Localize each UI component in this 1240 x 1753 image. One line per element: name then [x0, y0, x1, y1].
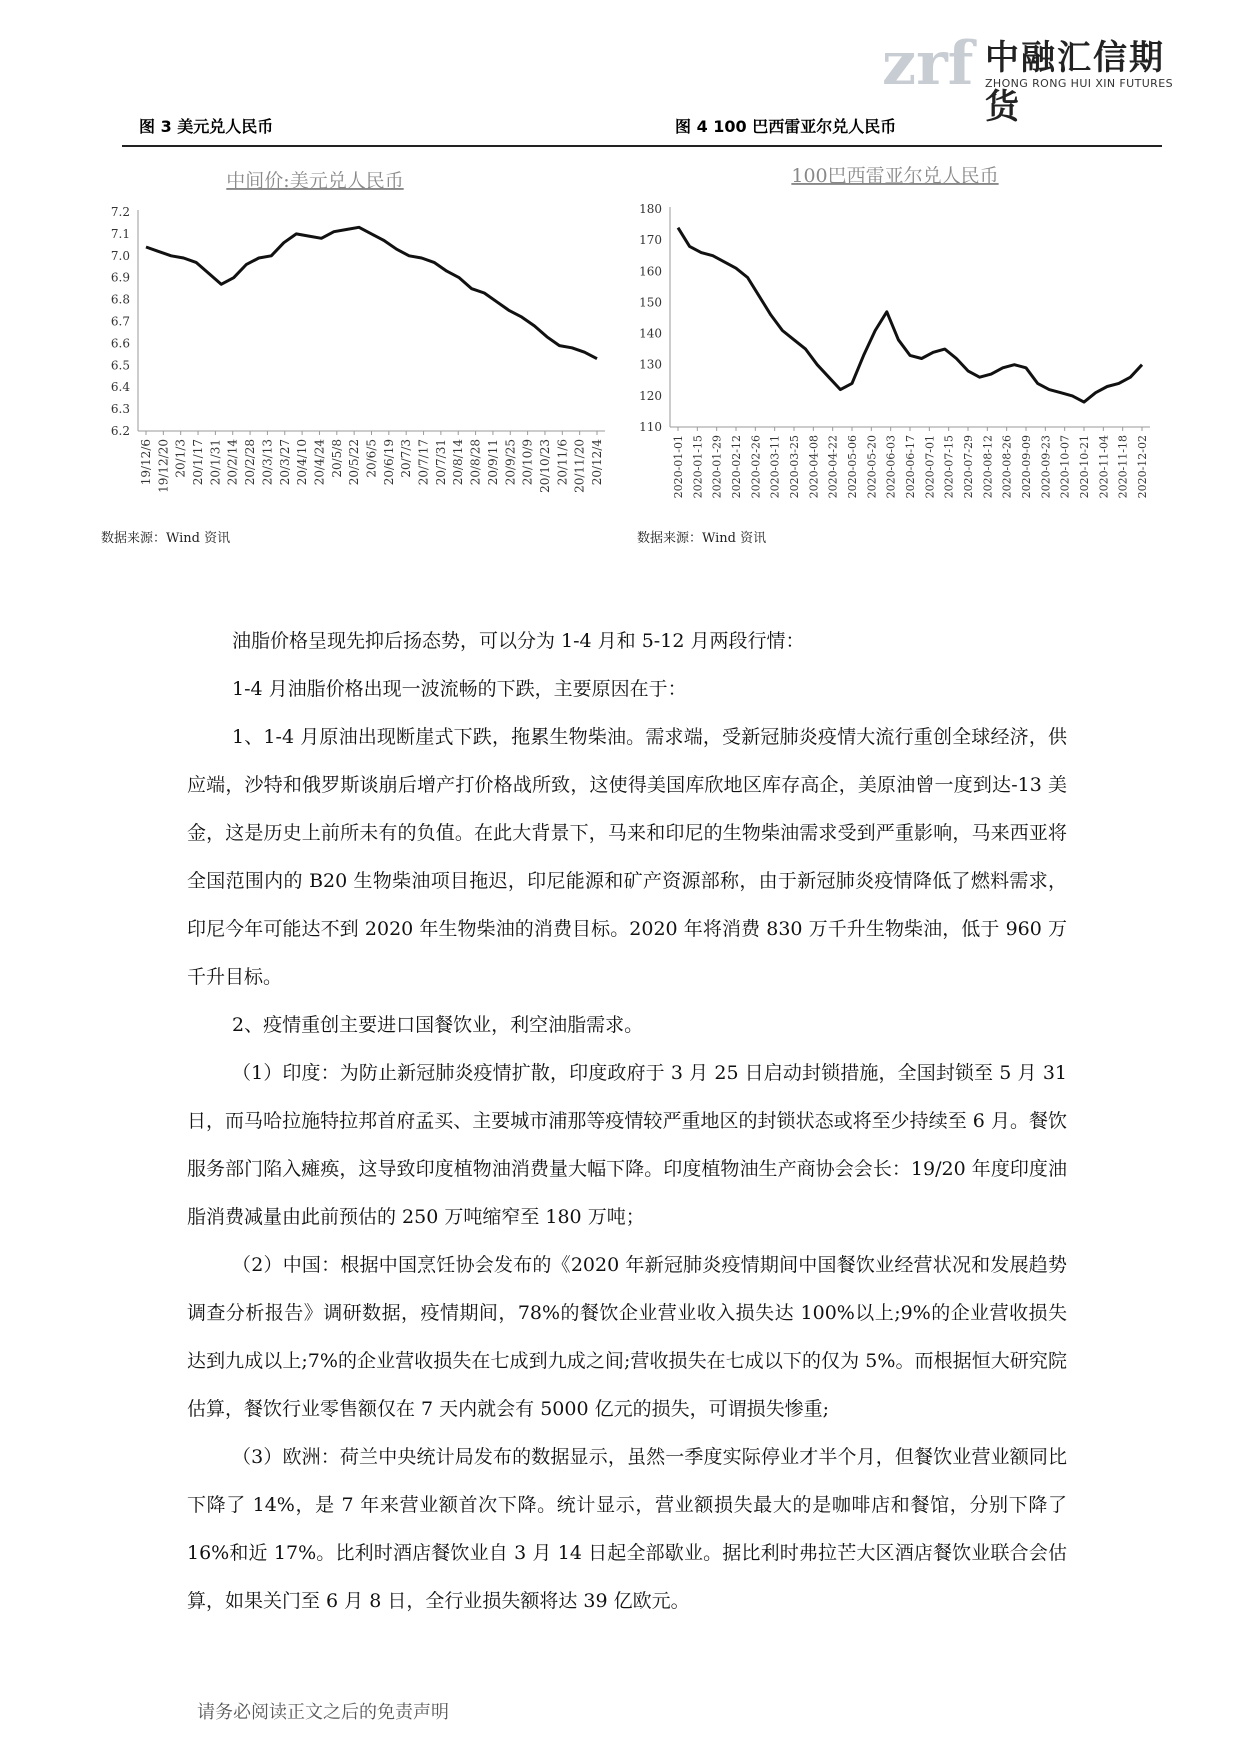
x-tick-label: 2020-10-07	[1058, 435, 1072, 499]
y-tick-label: 160	[639, 264, 662, 279]
x-tick-label: 20/7/3	[399, 439, 414, 478]
x-tick-label: 2020-12-02	[1136, 435, 1149, 499]
y-tick-label: 7.1	[110, 226, 130, 241]
x-tick-label: 2020-11-18	[1116, 434, 1130, 499]
chart-title: 100巴西雷亚尔兑人民币	[791, 165, 999, 187]
paragraph-reason-1: 1、1-4 月原油出现断崖式下跌，拖累生物柴油。需求端，受新冠肺炎疫情大流行重创全球经济，供应端，沙特和俄罗斯谈崩后增产打价格战所致，这使得美国库欣地区库存高企，美原油曾一度到达-13 美金，这是历史上前所未有的负值。在此大背景下，马来和印尼的生物柴油需求受到严重影响，马来西亚将全国范围内的 B20 生物柴油项目拖迟，印尼能源和矿产资源部称，由于新冠肺炎疫情降低了燃料需求，印尼今年可能达不到 2020 年生物柴油的消费目标。2020 年将消费 830 万千升生物柴油，低于 960 万千升目标。	[187, 726, 1067, 988]
x-tick-label: 20/8/14	[451, 439, 466, 486]
x-tick-label: 20/12/4	[590, 439, 604, 486]
x-tick-label: 20/4/24	[312, 439, 327, 486]
x-tick-label: 20/7/17	[416, 439, 431, 486]
x-tick-label: 2020-01-29	[710, 435, 724, 499]
x-tick-label: 2020-08-12	[981, 435, 995, 499]
x-tick-label: 19/12/20	[156, 439, 171, 493]
x-tick-label: 2020-07-29	[962, 435, 975, 499]
x-tick-label: 2020-05-20	[865, 435, 879, 499]
x-tick-label: 20/7/31	[433, 439, 448, 486]
x-tick-label: 20/5/8	[329, 439, 344, 478]
x-tick-label: 20/3/27	[277, 439, 292, 486]
caption-divider	[122, 145, 1162, 147]
y-tick-label: 120	[639, 388, 662, 403]
figure-3-caption: 图 3 美元兑人民币	[139, 117, 274, 136]
x-tick-label: 2020-02-26	[749, 435, 763, 499]
y-tick-label: 6.3	[110, 402, 130, 417]
x-tick-label: 19/12/6	[139, 439, 153, 486]
x-tick-label: 20/11/20	[572, 438, 587, 493]
paragraph-jan-apr: 1-4 月油脂价格出现一波流畅的下跌，主要原因在于：	[232, 678, 687, 700]
y-tick-label: 7.0	[110, 248, 130, 263]
y-tick-label: 6.5	[110, 358, 130, 373]
x-tick-label: 20/3/13	[260, 439, 275, 486]
x-tick-label: 20/2/28	[243, 439, 258, 486]
usd-cny-chart	[100, 160, 610, 515]
figure-4-source: 数据来源：Wind 资讯	[637, 531, 767, 546]
x-tick-label: 20/4/10	[295, 439, 310, 486]
figure-4-caption: 图 4 100 巴西雷亚尔兑人民币	[675, 117, 897, 136]
y-tick-label: 140	[639, 326, 662, 341]
y-tick-label: 170	[639, 233, 662, 248]
x-tick-label: 2020-11-04	[1097, 435, 1111, 499]
x-tick-label: 20/6/5	[364, 439, 379, 478]
y-tick-label: 6.8	[110, 292, 130, 307]
paragraph-intro: 油脂价格呈现先抑后扬态势，可以分为 1-4 月和 5-12 月两段行情：	[232, 630, 805, 652]
x-tick-label: 2020-01-01	[672, 435, 685, 499]
x-tick-label: 2020-03-11	[768, 435, 782, 499]
x-tick-label: 2020-04-22	[826, 435, 840, 499]
x-tick-label: 2020-10-21	[1078, 435, 1091, 499]
paragraph-india: （1）印度：为防止新冠肺炎疫情扩散，印度政府于 3 月 25 日启动封锁措施，全国封锁至 5 月 31 日，而马哈拉施特拉邦首府孟买、主要城市浦那等疫情较严重地区的封锁状态或将至少持续至 6 月。餐饮服务部门陷入瘫痪，这导致印度植物油消费量大幅下降。印度植物油生产商协会会长：19/20 年度印度油脂消费减量由此前预估的 250 万吨缩窄至 180 万吨；	[187, 1062, 1067, 1228]
x-tick-label: 2020-06-17	[904, 435, 917, 499]
y-tick-label: 6.6	[110, 336, 130, 351]
zrf-logo-mark	[880, 26, 980, 96]
disclaimer-footer: 请务必阅读正文之后的免责声明	[197, 1702, 449, 1723]
x-tick-label: 2020-09-23	[1039, 435, 1053, 499]
x-tick-label: 20/11/6	[555, 439, 570, 486]
x-tick-label: 20/1/17	[191, 439, 206, 486]
y-tick-label: 6.9	[110, 270, 130, 285]
y-tick-label: 110	[639, 420, 662, 434]
x-tick-label: 20/9/25	[503, 439, 518, 486]
x-tick-label: 2020-05-06	[846, 435, 859, 499]
x-tick-label: 20/8/28	[468, 439, 483, 486]
y-tick-label: 6.2	[110, 424, 130, 438]
x-tick-label: 2020-02-12	[730, 435, 743, 499]
x-tick-label: 20/10/23	[537, 439, 552, 493]
x-tick-label: 20/10/9	[520, 439, 535, 486]
company-name: 中融汇信期货	[985, 38, 1165, 127]
brl-cny-chart	[630, 160, 1150, 515]
x-tick-label: 20/9/11	[485, 439, 500, 486]
x-tick-label: 2020-07-15	[942, 435, 956, 499]
x-tick-label: 20/1/31	[208, 439, 223, 486]
series-line	[678, 228, 1142, 402]
paragraph-china: （2）中国：根据中国烹饪协会发布的《2020 年新冠肺炎疫情期间中国餐饮业经营状况和发展趋势调查分析报告》调研数据，疫情期间，78%的餐饮企业营业收入损失达 100%以上;9%的企业营收损失达到九成以上;7%的企业营收损失在七成到九成之间;营收损失在七成以下的仅为 5%。而根据恒大研究院估算，餐饮行业零售额仅在 7 天内就会有 5000 亿元的损失，可谓损失惨重;	[187, 1254, 1067, 1420]
x-tick-label: 2020-03-25	[788, 435, 801, 499]
x-tick-label: 2020-01-15	[691, 435, 705, 499]
x-tick-label: 2020-08-26	[1000, 435, 1014, 499]
body-text	[187, 617, 1067, 1625]
y-tick-label: 150	[639, 295, 662, 310]
x-tick-label: 20/5/22	[347, 439, 362, 486]
company-logo	[880, 22, 1180, 127]
y-tick-label: 6.4	[110, 380, 130, 395]
paragraph-reason-2: 2、疫情重创主要进口国餐饮业，利空油脂需求。	[232, 1014, 644, 1036]
y-tick-label: 180	[639, 202, 662, 216]
y-tick-label: 7.2	[110, 205, 130, 219]
series-line	[146, 227, 597, 358]
x-tick-label: 2020-06-03	[884, 435, 898, 499]
x-tick-label: 2020-09-09	[1020, 435, 1033, 499]
company-name-en: ZHONG RONG HUI XIN FUTURES	[985, 77, 1173, 90]
x-tick-label: 20/6/19	[381, 439, 396, 486]
paragraph-europe: （3）欧洲：荷兰中央统计局发布的数据显示，虽然一季度实际停业才半个月，但餐饮业营业额同比下降了 14%，是 7 年来营业额首次下降。统计显示，营业额损失最大的是咖啡店和餐馆，分别下降了 16%和近 17%。比利时酒店餐饮业自 3 月 14 日起全部歇业。据比利时弗拉芒大区酒店餐饮业联合会估算，如果关门至 6 月 8 日，全行业损失额将达 39 亿欧元。	[187, 1446, 1067, 1612]
x-tick-label: 2020-04-08	[807, 435, 821, 499]
chart-title: 中间价:美元兑人民币	[226, 170, 404, 192]
x-tick-label: 20/2/14	[225, 439, 240, 486]
y-tick-label: 130	[639, 357, 662, 372]
figure-3-source: 数据来源：Wind 资讯	[101, 531, 231, 546]
svg-text:zrf: zrf	[882, 29, 974, 96]
x-tick-label: 20/1/3	[173, 439, 188, 478]
y-tick-label: 6.7	[110, 314, 130, 329]
x-tick-label: 2020-07-01	[923, 435, 937, 499]
